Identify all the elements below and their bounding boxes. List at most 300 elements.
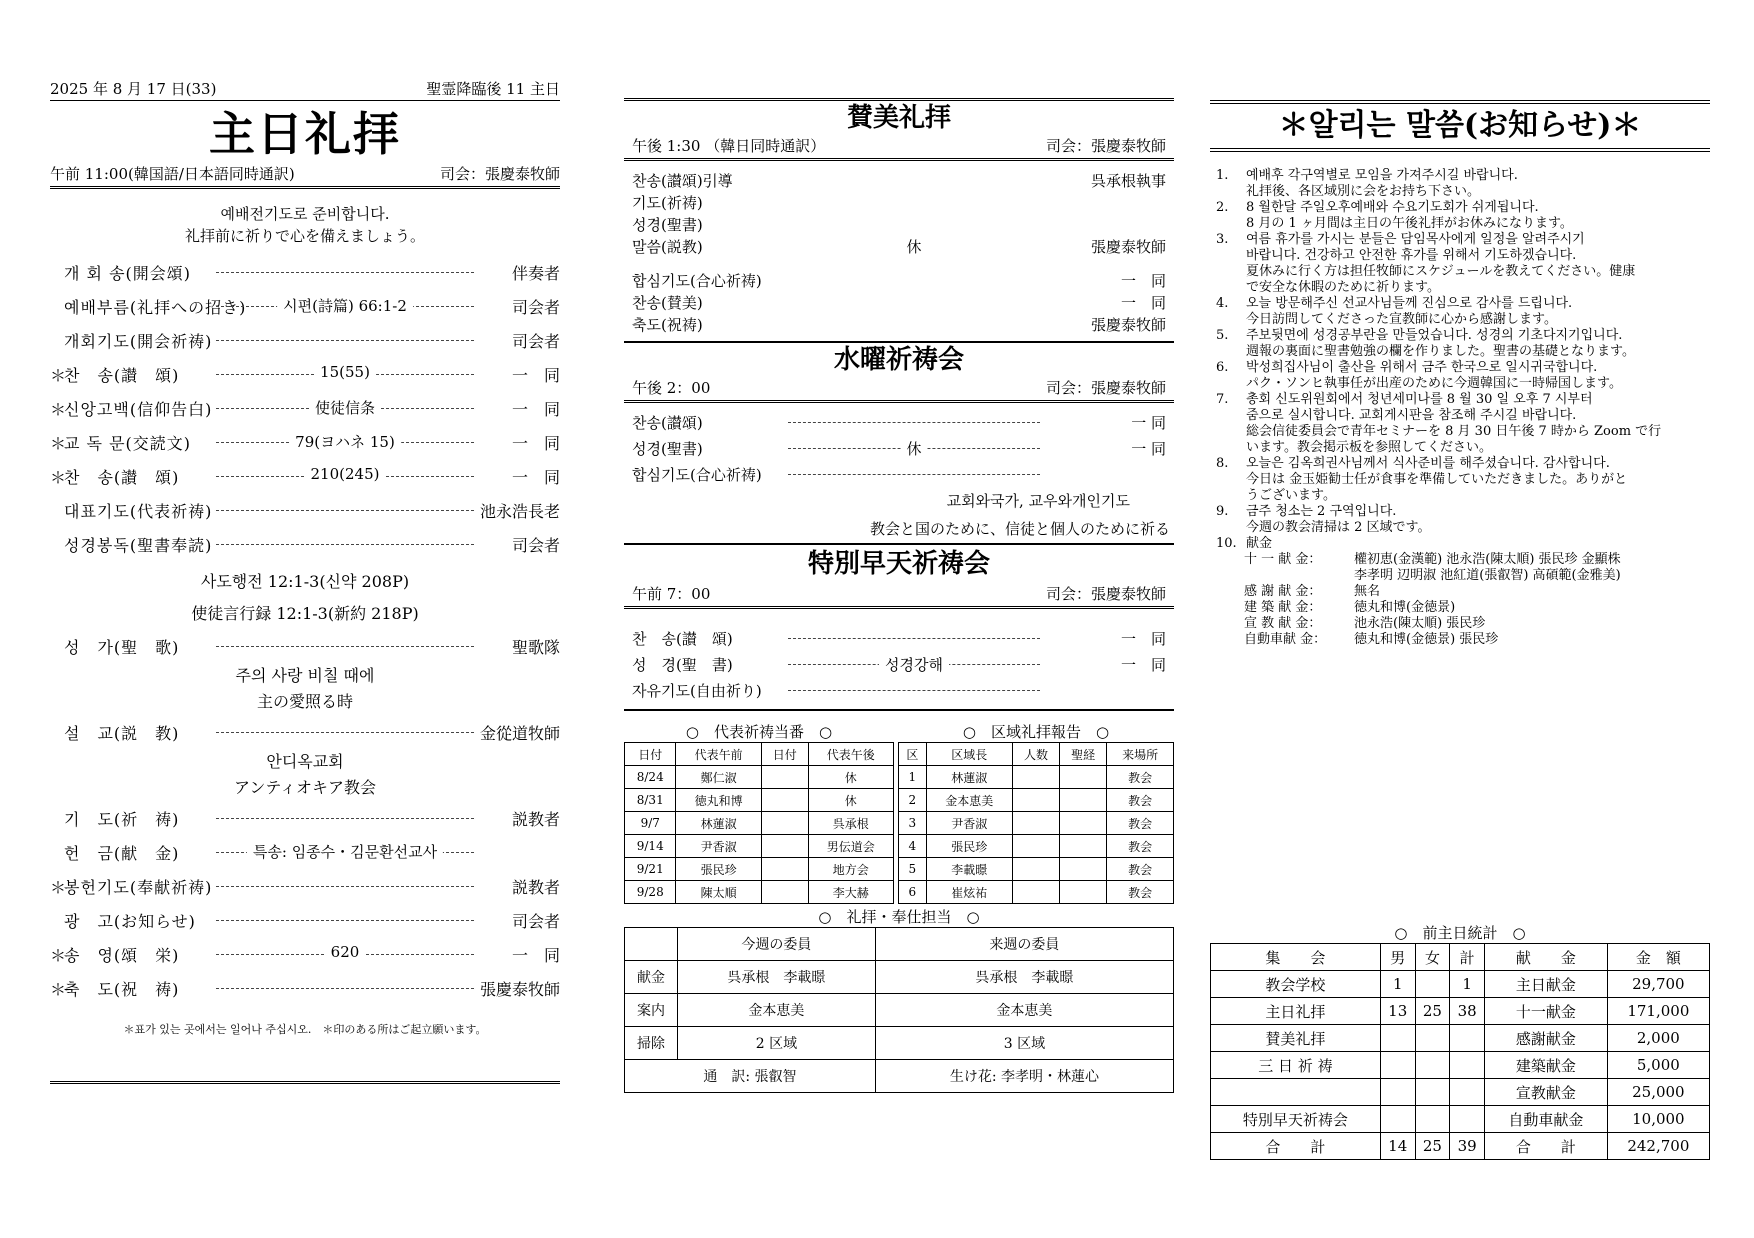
announcement-line: 今日は 金玉姫勧士任が食事を準備していただきました。ありがと (1246, 472, 1628, 487)
announcement-line: 금주 청소는 2 구역입니다. (1246, 504, 1397, 519)
table-cell: 呉承根 李載暻 (875, 961, 1173, 994)
order-item-name: 성 가(聖 歌) (64, 637, 180, 657)
this-week-header: 今週の委員 (678, 928, 876, 961)
announcement-number: 2. (1216, 200, 1229, 215)
sermon-title-korean: 안디옥교회 (266, 752, 344, 771)
announcement-item (1210, 328, 1710, 360)
table-cell (1060, 881, 1107, 904)
announcement-line: うございます。 (1246, 488, 1336, 503)
table-cell: 2,000 (1607, 1025, 1709, 1052)
announcement-line: 夏休みに行く方は担任牧師にスケジュールを教えてください。健康 (1246, 264, 1636, 279)
statistics-label: ○ 前主日統計 ○ (1394, 924, 1526, 942)
dotted-leader (216, 362, 474, 381)
announcement-number: 1. (1216, 168, 1229, 183)
dotted-leader (788, 474, 1040, 475)
dotted-leader (788, 439, 1040, 458)
announcement-line: 바랍니다. 건강하고 안전한 휴가를 위해서 기도하겠습니다. (1246, 248, 1577, 263)
order-item-detail: 620 (325, 943, 366, 961)
offering-row (1210, 616, 1710, 632)
table-row (1211, 1025, 1710, 1052)
offering-names (1354, 600, 1710, 616)
column-header: 日付 (625, 743, 676, 766)
table-cell: 14 (1380, 1133, 1415, 1160)
service-item-name: 찬송(讃頌) (632, 413, 703, 432)
wednesday-info-row (624, 377, 1174, 403)
order-item (50, 937, 560, 971)
dotted-leader (216, 544, 474, 545)
announcement-line: 오늘 방문해주신 선교사님들께 진심으로 감사를 드립니다. (1246, 296, 1573, 311)
service-item-person: 一 同 (1120, 655, 1166, 674)
order-item-name: 축 도(祝 祷) (64, 979, 180, 999)
order-item (50, 903, 560, 937)
region-report-table (898, 742, 1174, 904)
dotted-leader (216, 988, 474, 989)
table-row (625, 961, 1174, 994)
table-cell: 徳丸和博 (676, 789, 761, 812)
wednesday-host: 司会：張慶泰牧師 (1045, 379, 1166, 397)
service-item-name: 합심기도(合心祈祷) (632, 465, 762, 484)
announcement-item (1210, 536, 1710, 552)
table-cell (761, 812, 808, 835)
table-cell (761, 766, 808, 789)
announcement-item (1210, 200, 1710, 232)
table-cell: 李載暻 (926, 858, 1012, 881)
table-row (1211, 1106, 1710, 1133)
service-item (624, 461, 1174, 487)
order-item-name: 찬 송(讃 頌) (64, 467, 180, 487)
announcement-line: 献金 (1246, 536, 1273, 551)
order-item (50, 527, 560, 561)
table-header-row (1211, 944, 1710, 971)
table-cell (1060, 812, 1107, 835)
standing-mark: ＊ (50, 979, 67, 999)
service-item (624, 213, 1174, 235)
table-cell: 2 (899, 789, 927, 812)
table-cell: 掃除 (625, 1027, 678, 1060)
table-row (625, 928, 1174, 961)
sunday-worship-column (50, 78, 560, 1084)
table-cell (1415, 1025, 1450, 1052)
order-item-person: 司会者 (511, 911, 560, 931)
announcement-text (1246, 200, 1710, 232)
table-cell: 主日礼拝 (1211, 998, 1381, 1025)
order-item-person: 聖歌隊 (511, 637, 560, 657)
table-cell (1060, 766, 1107, 789)
table-cell (1012, 789, 1059, 812)
column-header: 代表午前 (676, 743, 761, 766)
order-item-person: 池永浩長老 (480, 501, 561, 521)
table-cell: 25 (1415, 998, 1450, 1025)
order-item-person: 一 同 (511, 467, 560, 487)
dotted-leader (216, 464, 474, 483)
announcement-line: 박성희집사님이 출산을 위해서 금주 한국으로 일시귀국합니다. (1246, 360, 1598, 375)
table-cell (1415, 1106, 1450, 1133)
order-of-worship (50, 255, 560, 561)
offering-label: 宣 教 献 金： (1244, 616, 1322, 631)
service-item (624, 435, 1174, 461)
service-item-name: 찬송(讃頌)引導 (632, 171, 733, 190)
service-host: 司会：張慶泰牧師 (439, 165, 560, 183)
table-row (625, 1027, 1174, 1060)
announcement-line: 예배후 각구역별로 모임을 가져주시길 바랍니다. (1246, 168, 1518, 183)
table-cell (1211, 1079, 1381, 1106)
dawn-info-row (624, 583, 1174, 609)
table-row (899, 881, 1174, 904)
table-cell: 主日献金 (1485, 971, 1608, 998)
dotted-leader (788, 422, 1040, 423)
table-cell: 合 計 (1211, 1133, 1381, 1160)
flowers-cell: 生け花: 李孝明・林蓮心 (875, 1060, 1173, 1093)
table-cell (1450, 1025, 1485, 1052)
praise-order-continued (624, 269, 1174, 335)
order-item (50, 801, 560, 835)
table-cell: 5 (899, 858, 927, 881)
offering-label: 建 築 献 金： (1244, 600, 1322, 615)
order-item-person: 一 同 (511, 365, 560, 385)
standing-mark: ＊ (50, 365, 67, 385)
announcement-item (1210, 296, 1710, 328)
service-item (624, 409, 1174, 435)
service-info-row (50, 163, 560, 189)
service-item-name: 말씀(説教) (632, 237, 703, 256)
offering-line: 無名 (1354, 584, 1381, 599)
order-item-detail: 특송: 임종수・김문환선교사 (247, 841, 443, 862)
column-header: 集 会 (1211, 944, 1381, 971)
offering-line: 李孝明 辺明淑 池紅道(張叡智) 高碩範(金雅美) (1354, 568, 1621, 583)
table-cell: 教会 (1107, 881, 1174, 904)
table-cell: 教会 (1107, 858, 1174, 881)
table-cell: 1 (899, 766, 927, 789)
column-header: 人数 (1012, 743, 1059, 766)
announcement-line: 今日訪問してくださった宣教師に心から感謝します。 (1246, 312, 1557, 327)
service-item-person: 呉承根執事 (1090, 171, 1166, 190)
standing-mark: ＊ (50, 945, 67, 965)
table-row (899, 766, 1174, 789)
announcement-text (1246, 232, 1710, 296)
order-item (50, 391, 560, 425)
announcement-number: 6. (1216, 360, 1229, 375)
order-item-person: 司会者 (511, 535, 560, 555)
table-row (1211, 998, 1710, 1025)
dawn-prayer-title: 特別早天祈祷会 (807, 549, 990, 579)
service-item-detail: 성경강해 (879, 654, 949, 675)
table-cell: 十一献金 (1485, 998, 1608, 1025)
table-cell (1380, 1025, 1415, 1052)
standing-mark: ＊ (50, 399, 67, 419)
table-header-row (899, 743, 1174, 766)
table-cell: 賛美礼拝 (1211, 1025, 1381, 1052)
table-cell: 特別早天祈祷会 (1211, 1106, 1381, 1133)
tables-row (624, 721, 1174, 904)
table-cell: 1 (1380, 971, 1415, 998)
order-item-person: 金從道牧師 (480, 723, 561, 743)
order-item (50, 255, 560, 289)
order-item (50, 459, 560, 493)
table-cell (1415, 971, 1450, 998)
rep-prayer-section (624, 721, 894, 904)
region-report-section (898, 721, 1174, 904)
dotted-leader (788, 638, 1040, 639)
table-row (625, 881, 894, 904)
prayer-topics-japanese: 教会と国のために、信徒と個人のために祈る (869, 520, 1170, 538)
service-item-person: 一 同 (1131, 439, 1166, 458)
table-cell: 39 (1450, 1133, 1485, 1160)
announcement-item (1210, 232, 1710, 296)
announcement-number: 5. (1216, 328, 1229, 343)
table-cell (761, 881, 808, 904)
table-cell: 男伝道会 (808, 835, 893, 858)
table-cell: 張民珍 (926, 835, 1012, 858)
announcement-line: 총회 신도위원회에서 청년세미나를 8 월 30 일 오후 7 시부터 (1246, 392, 1593, 407)
table-cell: 案内 (625, 994, 678, 1027)
table-cell: 2 区域 (678, 1027, 876, 1060)
service-item-person: 張慶泰牧師 (1090, 237, 1166, 256)
announcement-item (1210, 168, 1710, 200)
table-cell (761, 789, 808, 812)
table-cell (1450, 1079, 1485, 1106)
table-cell (1012, 766, 1059, 789)
table-row (625, 789, 894, 812)
rule (624, 709, 1174, 711)
choir-title (50, 663, 560, 715)
announcement-text (1246, 168, 1710, 200)
table-cell: 29,700 (1607, 971, 1709, 998)
order-item-name: 설 교(説 教) (64, 723, 180, 743)
table-cell: 李大赫 (808, 881, 893, 904)
order-item-name: 성경봉독(聖書奉読) (64, 535, 213, 555)
prep-korean: 예배전기도로 준비합니다. (220, 205, 390, 223)
choir-title-korean: 주의 사랑 비칠 때에 (235, 666, 375, 685)
duty-table (624, 927, 1174, 1093)
table-row (625, 1060, 1174, 1093)
order-item-person: 張慶泰牧師 (480, 979, 561, 999)
scripture-korean: 사도행전 12:1-3(신약 208P) (200, 572, 410, 591)
announcement-number: 10. (1216, 536, 1237, 551)
table-row (625, 858, 894, 881)
table-cell (1060, 858, 1107, 881)
table-cell: 林蓮淑 (926, 766, 1012, 789)
wednesday-order (624, 409, 1174, 487)
table-row (625, 812, 894, 835)
announcement-number: 7. (1216, 392, 1229, 407)
announcement-text (1246, 536, 1710, 552)
table-cell (1012, 881, 1059, 904)
dotted-leader (216, 398, 474, 417)
table-row (1211, 1079, 1710, 1106)
table-cell (1012, 858, 1059, 881)
service-item-name: 축도(祝祷) (632, 315, 703, 334)
announcements-title: ＊알리는 말씀(お知らせ)＊ (1210, 100, 1710, 152)
table-cell: 尹香淑 (676, 835, 761, 858)
table-cell (1415, 1079, 1450, 1106)
table-cell: 休 (808, 789, 893, 812)
table-cell (1380, 1052, 1415, 1079)
table-cell: 3 区域 (875, 1027, 1173, 1060)
announcement-text (1246, 504, 1710, 536)
table-row (625, 835, 894, 858)
prep-japanese: 礼拝前に祈りで心を備えましょう。 (184, 227, 425, 245)
table-cell: 9/7 (625, 812, 676, 835)
offering-line: 徳丸和博(金徳景) (1354, 600, 1456, 615)
praise-host: 司会：張慶泰牧師 (1045, 137, 1166, 155)
offering-line: 池永浩(陳太順) 張民珍 (1354, 616, 1486, 631)
column-header: 区域長 (926, 743, 1012, 766)
service-item (624, 291, 1174, 313)
order-item (50, 835, 560, 869)
table-cell (761, 835, 808, 858)
table-cell: 8/24 (625, 766, 676, 789)
announcement-item (1210, 504, 1710, 536)
table-cell: 4 (899, 835, 927, 858)
announcement-text (1246, 456, 1710, 504)
choir-title-japanese: 主の愛照る時 (256, 692, 353, 711)
table-cell: 呉承根 李載暻 (678, 961, 876, 994)
praise-worship-title: 賛美礼拝 (846, 103, 951, 133)
standing-footnote: ＊표가 있는 곳에서는 일어나 주십시오. ＊印のある所はご起立願います。 (123, 1023, 487, 1036)
dawn-host: 司会：張慶泰牧師 (1045, 585, 1166, 603)
prayer-topics-korean: 교회와국가, 교우와개인기도 (946, 492, 1130, 510)
announcement-line: 여름 휴가를 가시는 분들은 담임목사에게 일정을 알려주시기 (1246, 232, 1585, 247)
order-item-name: 교 독 문(交読文) (64, 433, 192, 453)
column-header: 区 (899, 743, 927, 766)
order-item-person: 一 同 (511, 433, 560, 453)
standing-mark: ＊ (50, 467, 67, 487)
order-item-name: 헌 금(献 金) (64, 843, 180, 863)
bottom-rule (50, 1081, 560, 1084)
order-item (50, 493, 560, 527)
table-cell: 3 (899, 812, 927, 835)
table-cell: 合 計 (1485, 1133, 1608, 1160)
rep-prayer-table (624, 742, 894, 904)
order-item-name: 예배부름(礼拝への招き) (64, 297, 247, 317)
service-item (624, 625, 1174, 651)
table-cell: 教会学校 (1211, 971, 1381, 998)
table-cell: 38 (1450, 998, 1485, 1025)
announcement-number: 9. (1216, 504, 1229, 519)
table-cell: 鄭仁淑 (676, 766, 761, 789)
table-cell (1380, 1106, 1415, 1133)
order-item-name: 송 영(頌 栄) (64, 945, 180, 965)
order-item-detail: 79(ヨハネ 15) (289, 431, 401, 452)
dotted-leader (216, 920, 474, 921)
order-item-person: 説教者 (511, 877, 560, 897)
dotted-leader (216, 732, 474, 733)
table-cell: 9/28 (625, 881, 676, 904)
service-item-name: 성경(聖書) (632, 215, 703, 234)
order-item-sermon (50, 715, 560, 749)
service-item-person: 一 同 (1120, 293, 1166, 312)
order-item (50, 971, 560, 1005)
offering-names (1354, 584, 1710, 600)
dawn-time: 午前 7：00 (632, 585, 711, 603)
order-item-detail: 15(55) (314, 363, 376, 381)
announcement-text (1246, 296, 1710, 328)
table-cell: 242,700 (1607, 1133, 1709, 1160)
table-cell: 10,000 (1607, 1106, 1709, 1133)
table-header-row (625, 743, 894, 766)
table-cell: 5,000 (1607, 1052, 1709, 1079)
table-row (1211, 1133, 1710, 1160)
order-of-worship-continued (50, 801, 560, 1005)
offering-row (1210, 600, 1710, 616)
standing-mark: ＊ (50, 433, 67, 453)
dotted-leader (216, 272, 474, 273)
announcement-item (1210, 456, 1710, 504)
service-item-person: 張慶泰牧師 (1090, 315, 1166, 334)
table-row (625, 766, 894, 789)
order-item-person: 伴奏者 (511, 263, 560, 283)
table-cell: 休 (808, 766, 893, 789)
column-header: 献 金 (1485, 944, 1608, 971)
bulletin-date: 2025 年 8 月 17 日(33) (50, 80, 217, 98)
standing-mark: ＊ (50, 877, 67, 897)
service-item-detail: 休 (900, 438, 927, 459)
table-cell: 8/31 (625, 789, 676, 812)
header-row (50, 78, 560, 101)
table-cell (1450, 1106, 1485, 1133)
order-item-name: 광 고(お知らせ) (64, 911, 196, 931)
service-item-name: 자유기도(自由祈り) (632, 681, 762, 700)
announcement-line: 오늘은 김옥희권사님께서 식사준비를 해주셨습니다. 감사합니다. (1246, 456, 1610, 471)
table-row (625, 994, 1174, 1027)
table-cell: 教会 (1107, 766, 1174, 789)
service-item (624, 269, 1174, 291)
order-item-name: 대표기도(代表祈祷) (64, 501, 213, 521)
table-cell: 金本恵美 (678, 994, 876, 1027)
order-item-person: 司会者 (511, 297, 560, 317)
liturgical-season: 聖霊降臨後 11 主日 (426, 80, 560, 98)
announcement-line: パク・ソンヒ執事任が出産のために今週韓国に一時帰国します。 (1246, 376, 1622, 391)
announcement-item (1210, 392, 1710, 456)
dotted-leader (216, 296, 474, 315)
service-item-name: 합심기도(合心祈祷) (632, 271, 762, 290)
service-item-detail: 休 (906, 237, 922, 256)
table-cell (761, 858, 808, 881)
preparation-note (50, 203, 560, 247)
table-row (899, 835, 1174, 858)
service-item-name: 찬송(賛美) (632, 293, 703, 312)
table-cell: 呉承根 (808, 812, 893, 835)
service-item-person: 一 同 (1120, 629, 1166, 648)
column-header: 代表午後 (808, 743, 893, 766)
announcement-number: 8. (1216, 456, 1229, 471)
announcement-text (1246, 392, 1710, 456)
dotted-leader (216, 432, 474, 451)
next-week-header: 来週の委員 (875, 928, 1173, 961)
table-cell: 教会 (1107, 789, 1174, 812)
table-row (899, 789, 1174, 812)
wednesday-prayer-title: 水曜祈祷会 (833, 345, 964, 375)
service-item-name: 성 경(聖 書) (632, 655, 733, 674)
service-item-name: 성경(聖書) (632, 439, 703, 458)
service-item-person: 一 同 (1120, 271, 1166, 290)
announcement-line: で安全な休暇のために祈ります。 (1246, 280, 1440, 295)
announcement-line: 8 月の 1 ヶ月間は主日の午後礼拝がお休みになります。 (1246, 216, 1573, 231)
table-cell: 三 日 祈 祷 (1211, 1052, 1381, 1079)
table-cell: 地方会 (808, 858, 893, 881)
order-item-detail: 使徒信条 (309, 397, 381, 418)
table-row (899, 858, 1174, 881)
table-cell: 張民珍 (676, 858, 761, 881)
announcement-line: います。教会掲示板を参照してください。 (1246, 440, 1492, 455)
table-cell: 1 (1450, 971, 1485, 998)
offering-line: 徳丸和博(金徳景) 張民珍 (1354, 632, 1499, 647)
offering-row (1210, 584, 1710, 600)
column-header: 金 額 (1607, 944, 1709, 971)
order-item-person: 司会者 (511, 331, 560, 351)
announcement-text (1246, 360, 1710, 392)
service-item-name: 기도(祈祷) (632, 193, 703, 212)
